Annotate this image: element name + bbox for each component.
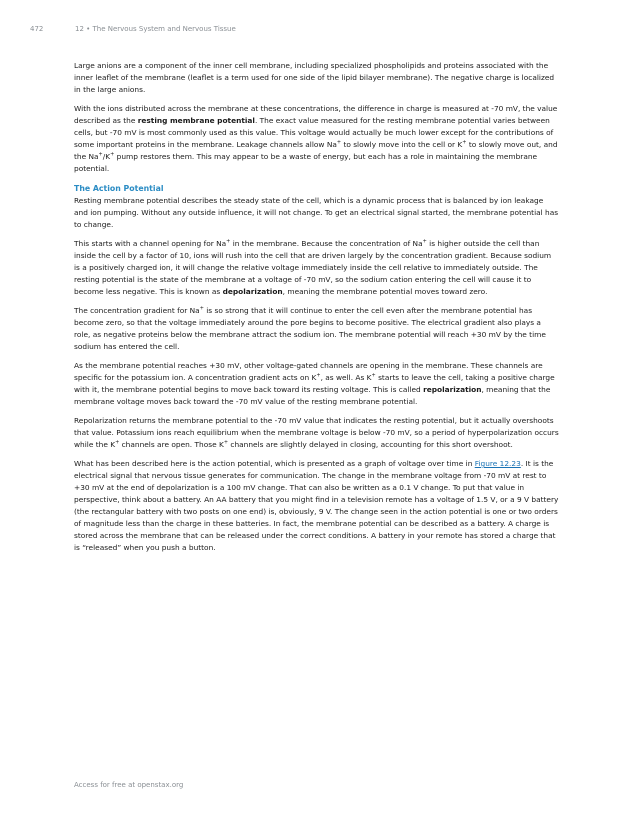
page-number: 472 (30, 25, 44, 33)
section-heading-action-potential: The Action Potential (74, 184, 164, 193)
paragraph-action-potential-battery: What has been described here is the action potential, which is presented as a graph of voltage over time in Figure 12.23. It is the electrical signal that nervous tissue generates for communication. The change in the membrane voltage from -70 mV at rest to +30 mV at the end of depolarization is a 100 mV change. That can also be written as a 0.1 V change. To put that value in perspective, think about a battery. An AA battery that you might find in a television remote has a voltage of 1.5 V, or a 9 V battery (the rectangular battery with two posts on one end) is, obviously, 9 V. The change seen in the action potential is one or two orders of magnitude less than the charge in these batteries. In fact, the membrane potential can be described as a battery. A charge is stored across the membrane that can be released under the correct conditions. A battery in your remote has stored a charge that is “released” when you push a button. (74, 459, 559, 552)
paragraph-concentration-gradient: The concentration gradient for Na+ is so strong that it will continue to enter the cell even after the membrane potential has become zero, so that the voltage immediately around the pore begins to become positive. The electrical gradient also plays a role, as negative proteins below the membrane attract the sodium ion. The membrane potential will reach +30 mV by the time sodium has entered the cell. (74, 305, 546, 351)
term-repolarization: repolarization (423, 385, 482, 394)
paragraph-large-anions: Large anions are a component of the inner cell membrane, including specialized phospholipids and proteins associated with the inner leaflet of the membrane (leaflet is a term used for one side of the lipid bilayer membrane). The negative charge is localized in the large anions. (74, 61, 555, 94)
paragraph-hyperpolarization: Repolarization returns the membrane potential to the -70 mV value that indicates the resting potential, but it actually overshoots that value. Potassium ions reach equilibrium when the membrane voltage is below -70 mV, so a period of hyperpolarization occurs while the K+ channels are open. Those K+ channels are slightly delayed in closing, accounting for this short overshoot. (74, 416, 559, 449)
footer-access-text: Access for free at openstax.org (74, 781, 184, 789)
paragraph-depolarization: This starts with a channel opening for Na+ in the membrane. Because the concentration of Na+ is higher outside the cell than inside the cell by a factor of 10, ions will rush into the cell that are driven largely by the concentration gradient. Because sodium is a positively charged ion, it will change the relative voltage immediately inside the cell relative to immediately outside. The resting potential is the state of the membrane at a voltage of -70 mV, so the sodium cation entering the cell will cause it to become less negative. This is known as depolarization, meaning the membrane potential moves toward zero. (74, 238, 552, 296)
paragraph-steady-state: Resting membrane potential describes the steady state of the cell, which is a dynamic process that is balanced by ion leakage and ion pumping. Without any outside influence, it will not change. To get an electrical signal started, the membrane potential has to change. (74, 196, 559, 229)
chapter-title: 12 • The Nervous System and Nervous Tissue (75, 25, 236, 33)
term-resting-membrane-potential: resting membrane potential (137, 116, 255, 125)
running-head (30, 25, 236, 33)
figure-12-23-link[interactable]: Figure 12.23 (474, 459, 521, 468)
paragraph-resting-potential: With the ions distributed across the membrane at these concentrations, the difference in charge is measured at -70 mV, the value described as the resting membrane potential. The exact value measured for the resting membrane potential varies between cells, but -70 mV is most commonly used as this value. This voltage would actually be much lower except for the contributions of some important proteins in the membrane. Leakage channels allow Na+ to slowly move into the cell or K+ to slowly move out, and the Na+/K+ pump restores them. This may appear to be a waste of energy, but each has a role in maintaining the membrane potential. (74, 104, 558, 173)
term-depolarization: depolarization (222, 287, 283, 296)
main-content (74, 60, 559, 561)
paragraph-repolarization: As the membrane potential reaches +30 mV, other voltage-gated channels are opening in the membrane. These channels are specific for the potassium ion. A concentration gradient acts on K+, as well. As K+ starts to leave the cell, taking a positive charge with it, the membrane potential begins to move back toward its resting voltage. This is called repolarization, meaning that the membrane voltage moves back toward the -70 mV value of the resting membrane potential. (74, 361, 555, 406)
